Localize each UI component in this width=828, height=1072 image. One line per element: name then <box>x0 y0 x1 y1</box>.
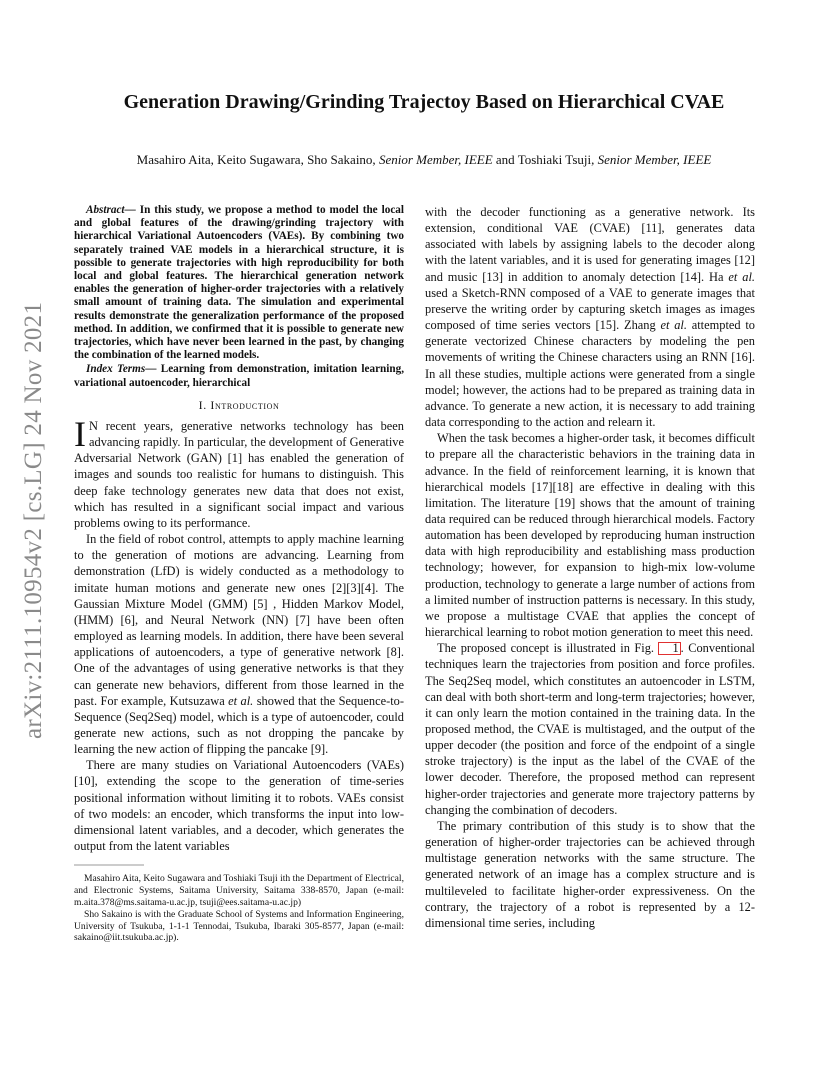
right-paragraph-1-mid: used a Sketch-RNN composed of a VAE to generate images that preserve the writing order by capturing sketch images as images composed of time series vectors [15]. Zhang <box>425 285 755 333</box>
author-role-2: Senior Member, IEEE <box>597 152 712 167</box>
footnotes <box>74 873 404 944</box>
right-paragraph-3 <box>425 640 755 818</box>
right-paragraph-1-etal: et al. <box>728 269 755 284</box>
footnote-rule <box>74 861 404 869</box>
abstract-label: Abstract <box>86 204 125 216</box>
index-terms-text: Learning from demonstration, imitation learning, variational autoencoder, hierarchical <box>74 363 404 389</box>
section-heading-introduction: I. Introduction <box>198 397 280 412</box>
drop-cap: I <box>74 414 86 454</box>
author-names-1: Masahiro Aita, Keito Sugawara, Sho Sakaino, <box>136 152 379 167</box>
right-paragraph-1-etal-2: et al. <box>660 318 687 333</box>
index-terms-dash: — <box>145 363 161 376</box>
index-terms <box>74 363 404 389</box>
author-list <box>60 152 788 168</box>
left-column <box>74 204 404 945</box>
right-column <box>425 204 755 931</box>
footnote-affiliation-1: Masahiro Aita, Keito Sugawara and Toshiaki Tsuji ith the Department of Electrical, and Electronic Systems, Saitama University, Saitama 338-8570, Japan (e-mail: m.aita.378@ms.saitama-u.ac.jp, tsuji@ees.saitama-u.ac.jp) <box>74 873 404 908</box>
right-paragraph-1-text: with the decoder functioning as a generative network. Its extension, conditional VAE (CVAE) [11], generates data associated with labels by assigning labels to the decoder along with the latent variables, and it is used for generating images [12] and music [13] in addition to anomaly detection [14]. Ha <box>425 205 755 284</box>
intro-paragraph-2-text: In the field of robot control, attempts to apply machine learning to the generation of motions are advancing. Learning from demonstration (LfD) is widely conducted as a methodology to imitate human motions and generate new ones [2][3][4]. The Gaussian Mixture Model (GMM) [5] , Hidden Markov Model, (HMM) [6], and Neural Network (NN) [7] have been often employed as learning models. In addition, there have been several applications of autoencoders, a type of generative network [8]. One of the advantages of using generative networks is that they can generate new behaviors, different from those learned in the past. For example, Kutsuzawa <box>74 532 404 708</box>
right-paragraph-3-head: The proposed concept is illustrated in Fig. <box>437 641 659 656</box>
right-paragraph-1-tail: attempted to generate vectorized Chinese characters by modeling the pen movements of writing the Chinese characters using an RNN [16]. In all these studies, multiple actions were generated from a single model; however, the actions had to be prepared as training data in advance. To generate a new action, it is necessary to add training data corresponding to the action and relearn it. <box>425 318 755 430</box>
arxiv-identifier[interactable]: arXiv:2111.10954v2 [cs.LG] 24 Nov 2021 <box>20 301 47 739</box>
index-terms-label: Index Terms <box>86 363 146 376</box>
author-names-2: and Toshiaki Tsuji, <box>492 152 598 167</box>
author-role-1: Senior Member, IEEE <box>378 152 493 167</box>
intro-paragraph-1-text: N recent years, generative networks technology has been advancing rapidly. In particular, the development of Generative Adversarial Network (GAN) [1] has enabled the generation of images and sounds too realistic for humans to distinguish. This deep fake technology generates new data that does not exist, which has resulted in a significant social impact and various problems owing to its performance. <box>74 419 404 530</box>
abstract <box>74 204 404 362</box>
right-paragraph-3-text: . Conventional techniques learn the trajectories from position and force profiles. The Seq2Seq model, which constitutes an autoencoder in LSTM, can deal with both short-term and long-term trajectories; however, it can only learn the motion contained in the training data. In the proposed method, the CVAE is multistaged, and the output of the upper decoder (the position and force of the endpoint of a single stroke trajectory) is the input as the label of the CVAE of the lower decoder. Therefore, the proposed method can represent higher-order trajectories and generate more trajectory patterns by changing the combination of decoders. <box>425 641 755 817</box>
intro-paragraph-3: There are many studies on Variational Autoencoders (VAEs) [10], extending the scope to the generation of time-series positional information without limiting it to robots. VAEs consist of two models: an encoder, which transforms the input into low-dimensional latent variables, and a decoder, which generates the output from the latent variables <box>74 758 404 854</box>
intro-paragraph-2-tail: showed that the Sequence-to-Sequence (Seq2Seq) model, which is a type of autoencoder, could generate new actions, such as not dropping the pancake by learning the new action of flipping the pancake [9]. <box>74 693 404 757</box>
intro-paragraph-2 <box>74 531 404 757</box>
intro-paragraph-2-etal: et al. <box>228 693 254 708</box>
abstract-dash: — <box>124 204 140 216</box>
footnote-affiliation-2: Sho Sakaino is with the Graduate School of Systems and Information Engineering, University of Tsukuba, 1-1-1 Tennodai, Tsukuba, Ibaraki 305-8577, Japan (e-mail: sakaino@iit.tsukuba.ac.jp). <box>74 909 404 944</box>
abstract-text: In this study, we propose a method to model the local and global features of the drawing/grinding trajectory with hierarchical Variational Autoencoders (VAEs). By combining two separately trained VAE models in a hierarchical structure, it is possible to generate trajectories with high reproducibility for both local and global features. The hierarchical generation network enables the generation of higher-order trajectories with a relatively small amount of training data. The simulation and experimental results demonstrate the generalization performance of the proposed method. In addition, we confirmed that it is possible to generate new trajectories, which have never been learned in the past, by changing the combination of the learned models. <box>74 204 404 362</box>
right-paragraph-4: The primary contribution of this study is to show that the generation of higher-order trajectories can be achieved through multistage generation networks with the same structure. The generated network of an image has a complex structure and is multileveled to facilitate higher-order expressiveness. On the contrary, the trajectory of a robot is represented by a 12-dimensional time series, including <box>425 818 755 930</box>
intro-paragraph-1 <box>74 414 404 531</box>
paper-title: Generation Drawing/Grinding Trajectoy Based on Hierarchical CVAE <box>123 91 725 113</box>
figure-reference-link[interactable]: 1 <box>658 642 680 655</box>
right-paragraph-1 <box>425 204 755 430</box>
right-paragraph-2: When the task becomes a higher-order task, it becomes difficult to prepare all the characteristic behaviors in the training data in advance. In the field of reinforcement learning, it is known that hierarchical models [17][18] are effective in dealing with this limitation. The literature [19] shows that the amount of training data required can be reduced through hierarchical models. Factory automation has been developed by reproducing human instruction data with high reproducibility and establishing mass production technology; however, for expansion to high-mix low-volume production, technology to generate a large number of actions from a limited number of instruction patterns is necessary. In this study, we propose a multistage CVAE that applies the concept of hierarchical learning to robot motion generation to meet this need. <box>425 431 755 640</box>
